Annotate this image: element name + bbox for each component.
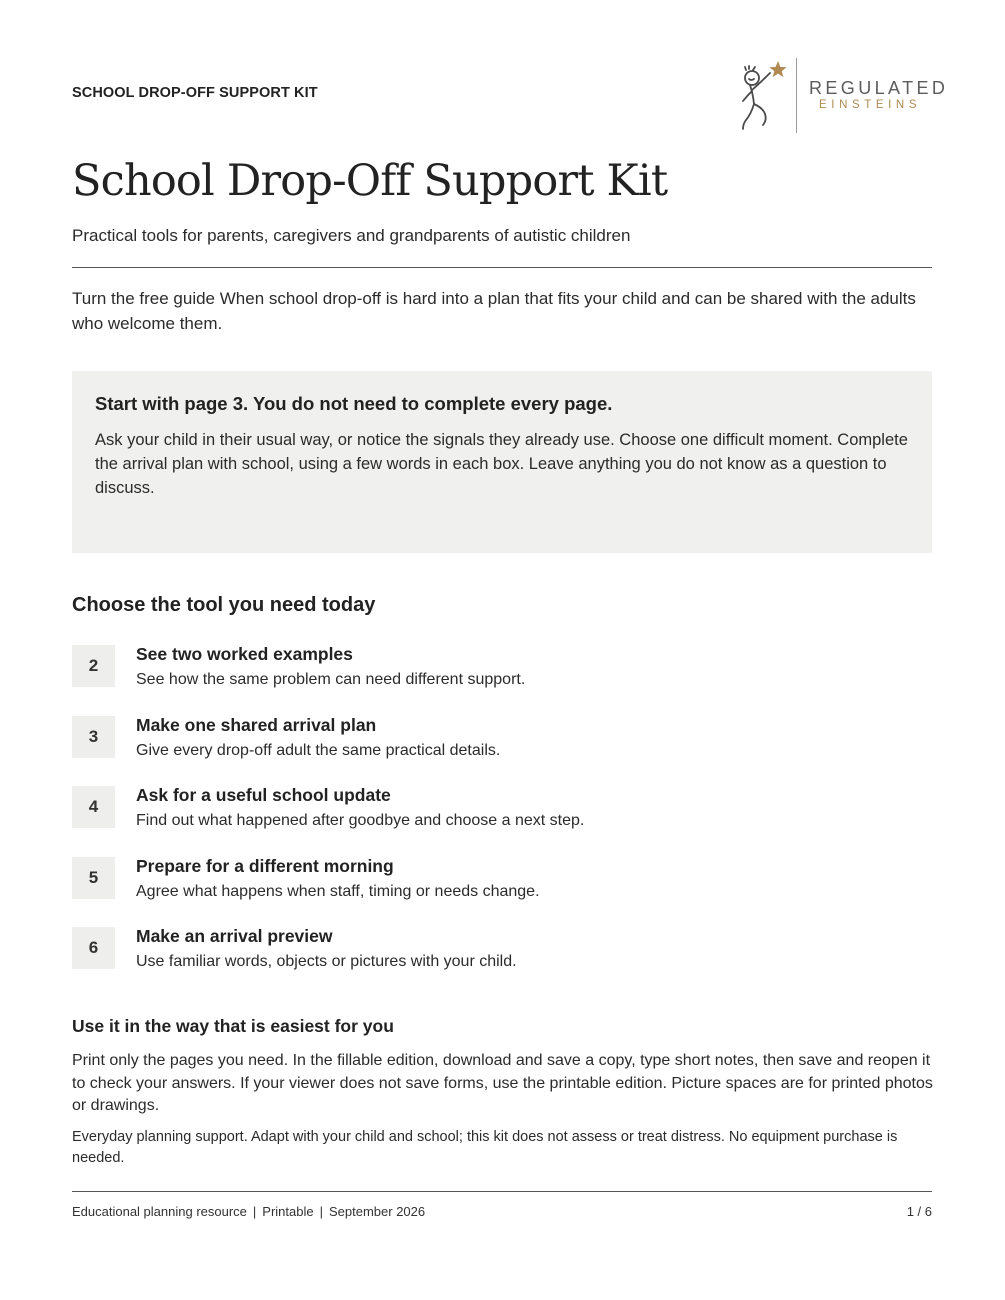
intro-paragraph: Turn the free guide When school drop-off is hard into a plan that fits your child and can be shared with the adults who welcome them.: [72, 289, 916, 333]
tool-list: [72, 644, 932, 997]
tool-page-number: 6: [72, 927, 115, 969]
logo-wordmark-top: REGULATED: [809, 78, 949, 98]
tool-page-number: 5: [72, 857, 115, 899]
tool-title: Ask for a useful school update: [136, 785, 391, 805]
tool-title: Prepare for a different morning: [136, 855, 394, 876]
stick-figure-reaching-star-icon: [733, 58, 789, 134]
tool-title: See two worked examples: [136, 644, 353, 664]
start-here-callout: [72, 371, 932, 553]
logo-wordmark-bottom: EINSTEINS: [819, 99, 922, 111]
tool-page-number: 2: [72, 645, 115, 687]
footer-separator: |: [252, 1204, 257, 1219]
tool-item: [72, 644, 932, 715]
tool-description: See how the same problem can need different support.: [136, 671, 526, 688]
brand-logo: [733, 56, 949, 136]
tool-item: [72, 785, 932, 856]
footer-format: Printable: [262, 1204, 314, 1219]
callout-heading: Start with page 3. You do not need to complete every page.: [95, 393, 613, 414]
tools-section-heading: Choose the tool you need today: [72, 594, 376, 616]
page-title: School Drop-Off Support Kit: [72, 156, 668, 206]
tool-title: Make one shared arrival plan: [136, 714, 377, 735]
footer-date: September 2026: [329, 1204, 426, 1219]
tool-page-number: 3: [72, 716, 115, 758]
footer-resource-type: Educational planning resource: [72, 1204, 247, 1219]
footer-separator: |: [319, 1204, 323, 1219]
tool-item: [72, 715, 932, 786]
tool-description: Give every drop-off adult the same practical details.: [136, 741, 501, 759]
footer-meta: [72, 1204, 425, 1219]
running-header: SCHOOL DROP-OFF SUPPORT KIT: [72, 85, 318, 101]
usage-body: Print only the pages you need. In the fillable edition, download and save a copy, type short notes, then save and reopen it to check your answers. If your viewer does not save forms, use the printable edition. Picture spaces are for printed photos or drawings.: [72, 1052, 933, 1114]
tool-item: [72, 856, 932, 927]
tool-description: Use familiar words, objects or pictures with your child.: [136, 953, 517, 970]
tool-page-number: 4: [72, 786, 115, 828]
tool-item: [72, 926, 932, 997]
page-subtitle: Practical tools for parents, caregivers and grandparents of autistic children: [72, 226, 631, 245]
page-number: 1 / 6: [906, 1204, 932, 1219]
disclaimer-text: Everyday planning support. Adapt with your child and school; this kit does not assess or treat distress. No equipment purchase is needed.: [72, 1129, 898, 1166]
footer-divider: [72, 1191, 932, 1192]
callout-body: Ask your child in their usual way, or notice the signals they already use. Choose one difficult moment. Complete the arrival plan with school, using a few words in each box. Leave anything you do not know as a question to discuss.: [95, 431, 908, 497]
tool-description: Agree what happens when staff, timing or needs change.: [136, 882, 540, 900]
header-divider: [72, 267, 932, 268]
tool-description: Find out what happened after goodbye and choose a next step.: [136, 812, 585, 829]
logo-divider: [796, 58, 797, 133]
usage-heading: Use it in the way that is easiest for you: [72, 1016, 394, 1036]
tool-title: Make an arrival preview: [136, 926, 333, 946]
